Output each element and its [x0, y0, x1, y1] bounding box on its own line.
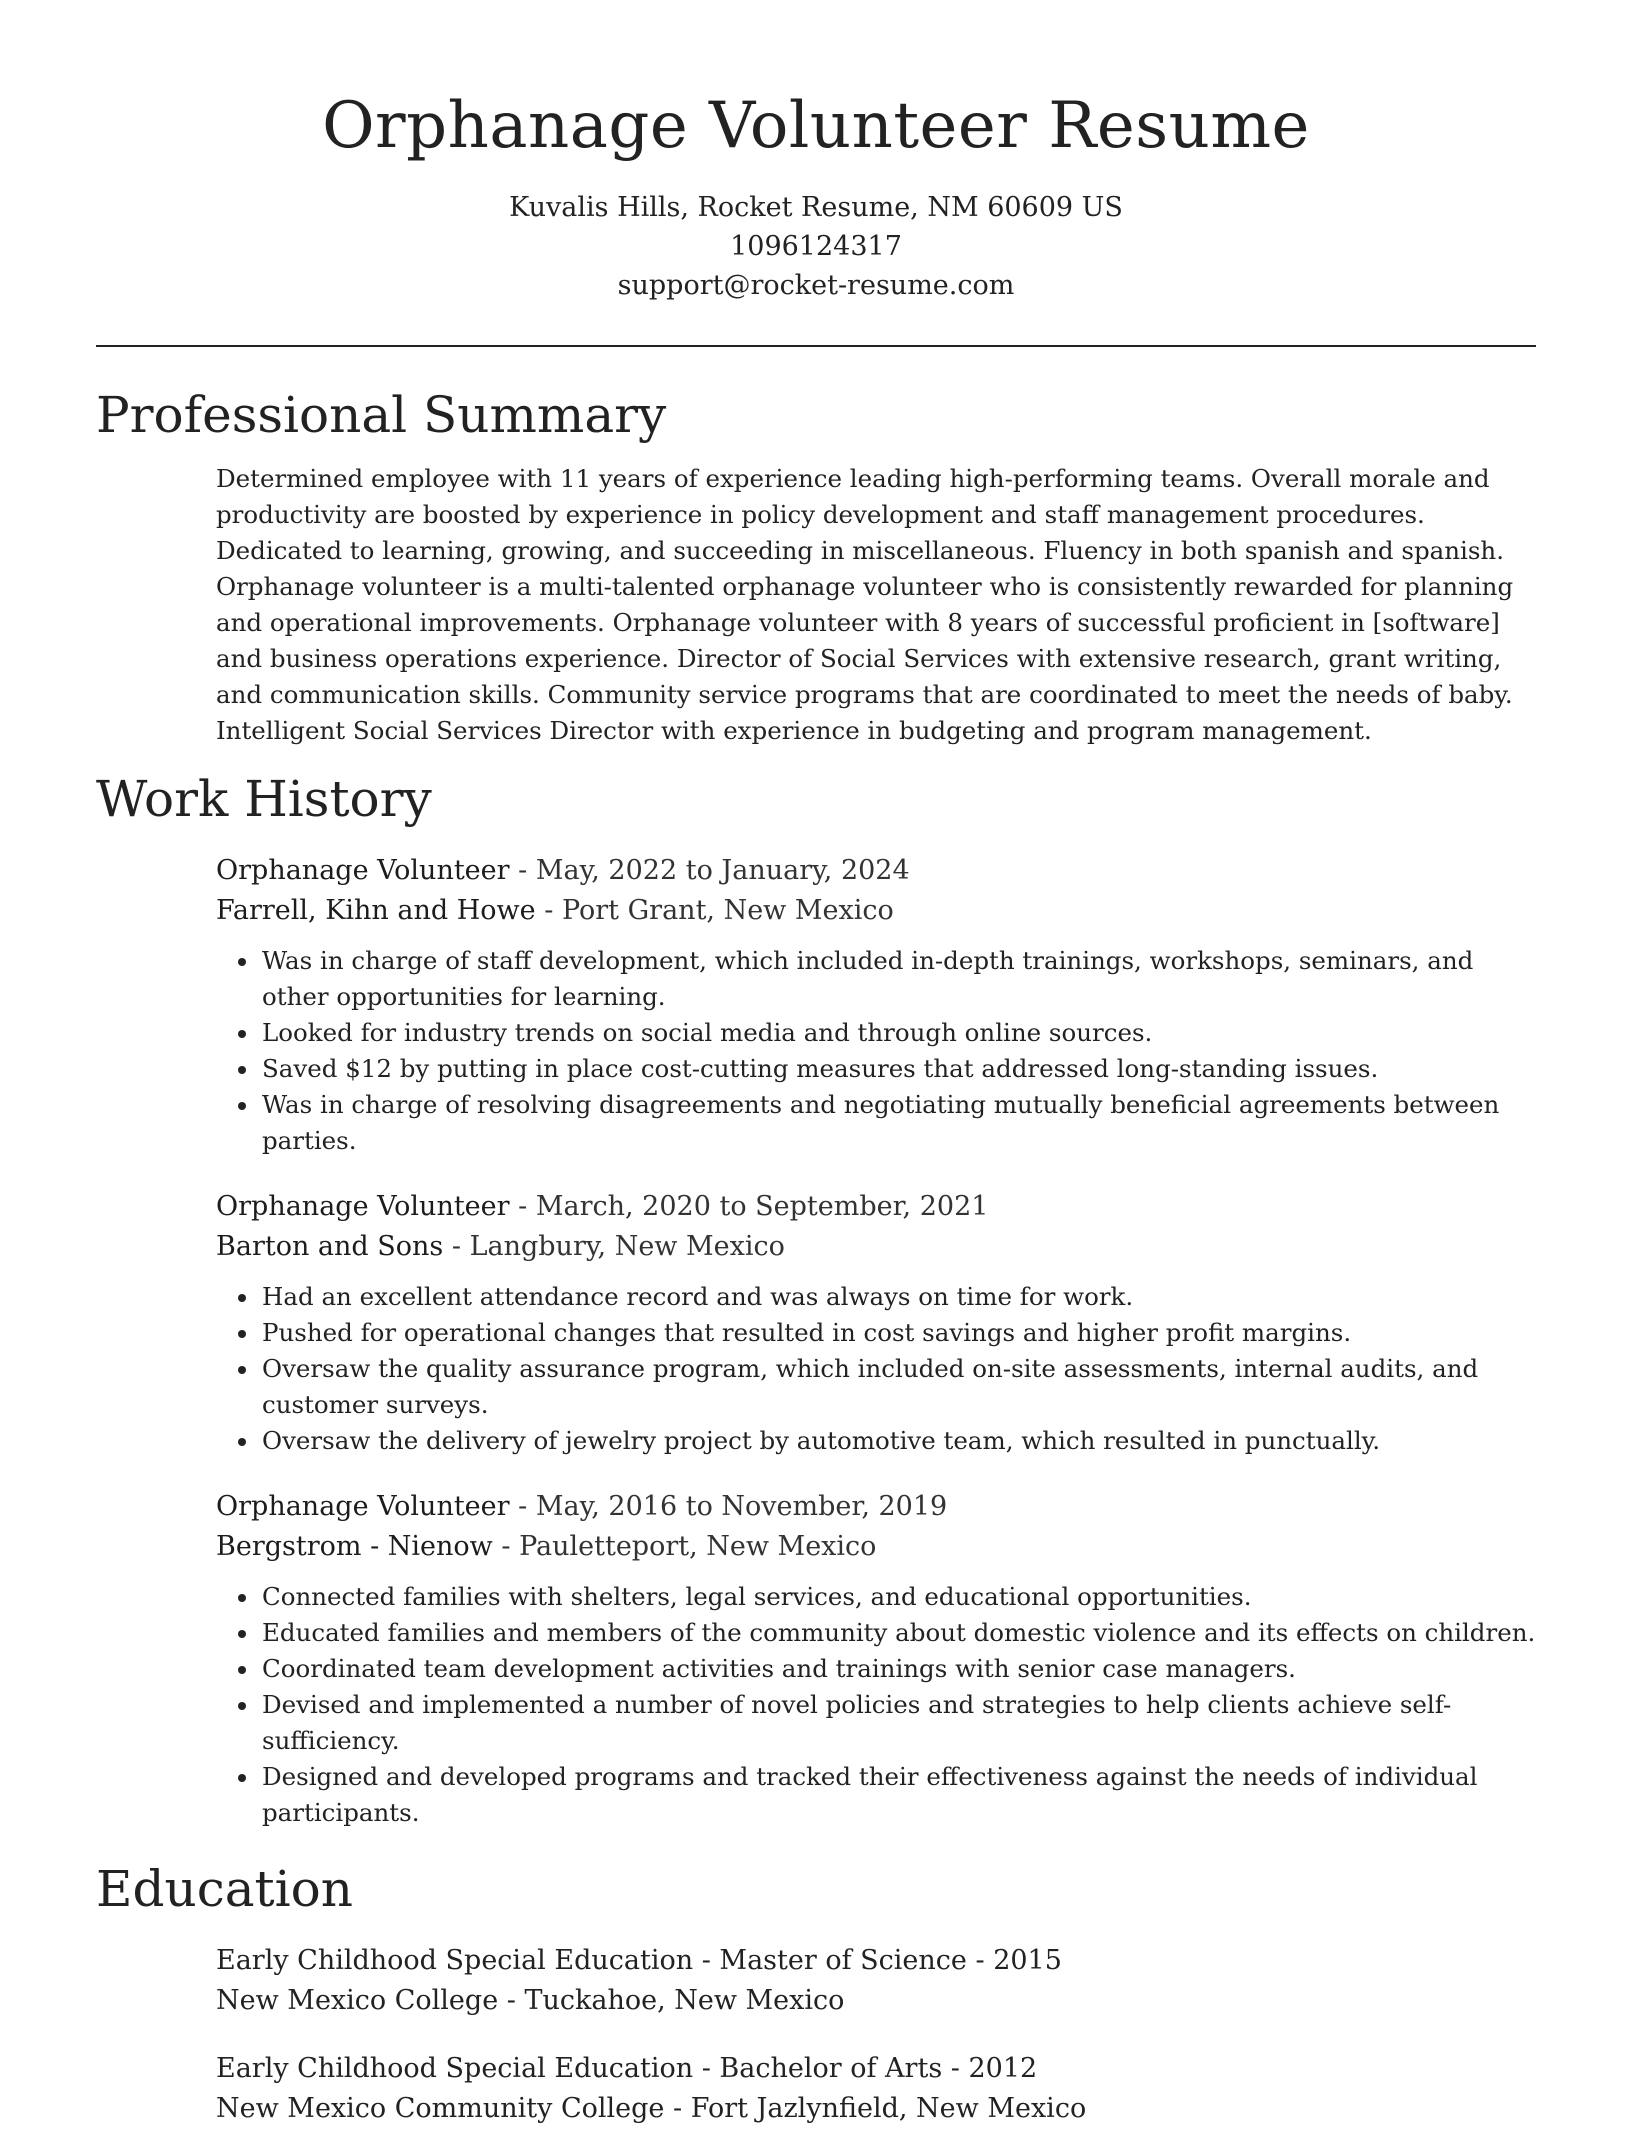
separator: -: [509, 855, 536, 886]
education-location: Fort Jazlynfield, New Mexico: [690, 2093, 1087, 2124]
header-divider: [96, 345, 1536, 347]
duty-item: • Was in charge of staff development, which included in-depth trainings, workshops, seminars, and other opportunities for learning.: [260, 943, 1536, 1015]
education-entry: [216, 2049, 1536, 2129]
duty-item: • Saved $12 by putting in place cost-cutting measures that addressed long-standing issues.: [260, 1051, 1536, 1087]
duty-item: • Oversaw the delivery of jewelry project by automotive team, which resulted in punctually.: [260, 1423, 1536, 1459]
job-title: Orphanage Volunteer: [216, 1191, 510, 1222]
education-year: 2012: [968, 2053, 1038, 2084]
education-school-line: [216, 1981, 1536, 2021]
job-dates: May, 2022 to January, 2024: [535, 855, 910, 886]
contact-phone: 1096124317: [730, 231, 902, 262]
job-entry: [216, 1187, 1536, 1459]
job-location: Langbury, New Mexico: [469, 1231, 785, 1262]
duty-item: • Devised and implemented a number of novel policies and strategies to help clients achieve self-sufficiency.: [260, 1687, 1536, 1759]
job-title: Orphanage Volunteer: [216, 1491, 510, 1522]
job-employer-line: [216, 891, 1536, 931]
education-degree-line: [216, 2049, 1536, 2089]
education-school: New Mexico College: [216, 1985, 499, 2016]
education-degree-line: [216, 1941, 1536, 1981]
summary-text: Determined employee with 11 years of experience leading high-performing teams. Overall morale and productivity are boosted by experience in policy development and staff management procedures. Dedicated to learning, growing, and succeeding in miscellaneous. Fluency in both spanish and spanish. Orphanage volunteer is a multi-talented orphanage volunteer who is consistently rewarded for planning and operational improvements. Orphanage volunteer with 8 years of successful proficient in [software] and business operations experience. Director of Social Services with extensive research, grant writing, and communication skills. Community service programs that are coordinated to meet the needs of baby. Intelligent Social Services Director with experience in budgeting and program management.: [216, 464, 1514, 745]
summary-heading: Professional Summary: [96, 386, 667, 444]
separator: -: [942, 2053, 969, 2084]
duty-item: • Looked for industry trends on social media and through online sources.: [260, 1015, 1536, 1051]
work-history-heading: Work History: [96, 770, 432, 828]
job-employer-line: [216, 1227, 1536, 1267]
job-title: Orphanage Volunteer: [216, 855, 510, 886]
duty-item: • Educated families and members of the community about domestic violence and its effects on children.: [260, 1615, 1536, 1651]
education-location: Tuckahoe, New Mexico: [524, 1985, 845, 2016]
duty-item: • Connected families with shelters, legal services, and educational opportunities.: [260, 1579, 1536, 1615]
separator: -: [535, 895, 562, 926]
duty-item: • Was in charge of resolving disagreements and negotiating mutually beneficial agreements between parties.: [260, 1087, 1536, 1159]
separator: -: [509, 1491, 536, 1522]
duty-list: [216, 1279, 1536, 1459]
contact-email: support@rocket-resume.com: [617, 270, 1015, 301]
education-heading: Education: [96, 1860, 353, 1918]
education-school: New Mexico Community College: [216, 2093, 665, 2124]
education-field: Early Childhood Special Education: [216, 2053, 694, 2084]
education-entry: [216, 1941, 1536, 2021]
contact-address: Kuvalis Hills, Rocket Resume, NM 60609 US: [509, 192, 1123, 223]
separator: -: [693, 1945, 720, 1976]
education-degree: Master of Science: [719, 1945, 967, 1976]
duty-list: [216, 943, 1536, 1159]
job-employer-line: [216, 1527, 1536, 1567]
job-employer: Barton and Sons: [216, 1231, 444, 1262]
education-degree: Bachelor of Arts: [719, 2053, 943, 2084]
job-dates: March, 2020 to September, 2021: [535, 1191, 989, 1222]
separator: -: [443, 1231, 470, 1262]
resume-title: Orphanage Volunteer Resume: [322, 89, 1310, 163]
separator: -: [509, 1191, 536, 1222]
job-entry: [216, 851, 1536, 1159]
separator: -: [498, 1985, 525, 2016]
job-employer: Farrell, Kihn and Howe: [216, 895, 536, 926]
separator: -: [693, 2053, 720, 2084]
job-location: Pauletteport, New Mexico: [519, 1531, 877, 1562]
job-employer: Bergstrom - Nienow: [216, 1531, 493, 1562]
contact-block: [96, 188, 1536, 305]
separator: -: [492, 1531, 520, 1562]
job-entry: [216, 1487, 1536, 1831]
education-year: 2015: [993, 1945, 1062, 1976]
job-dates: May, 2016 to November, 2019: [535, 1491, 948, 1522]
duty-item: • Had an excellent attendance record and was always on time for work.: [260, 1279, 1536, 1315]
job-location: Port Grant, New Mexico: [561, 895, 894, 926]
job-title-line: [216, 1187, 1536, 1227]
duty-item: • Coordinated team development activities and trainings with senior case managers.: [260, 1651, 1536, 1687]
education-field: Early Childhood Special Education: [216, 1945, 694, 1976]
duty-item: • Pushed for operational changes that resulted in cost savings and higher profit margins.: [260, 1315, 1536, 1351]
job-title-line: [216, 1487, 1536, 1527]
job-title-line: [216, 851, 1536, 891]
duty-item: • Oversaw the quality assurance program, which included on-site assessments, internal audits, and customer surveys.: [260, 1351, 1536, 1423]
duty-list: [216, 1579, 1536, 1831]
education-school-line: [216, 2089, 1536, 2129]
separator: -: [664, 2093, 691, 2124]
separator: -: [966, 1945, 994, 1976]
duty-item: • Designed and developed programs and tracked their effectiveness against the needs of individual participants.: [260, 1759, 1536, 1831]
